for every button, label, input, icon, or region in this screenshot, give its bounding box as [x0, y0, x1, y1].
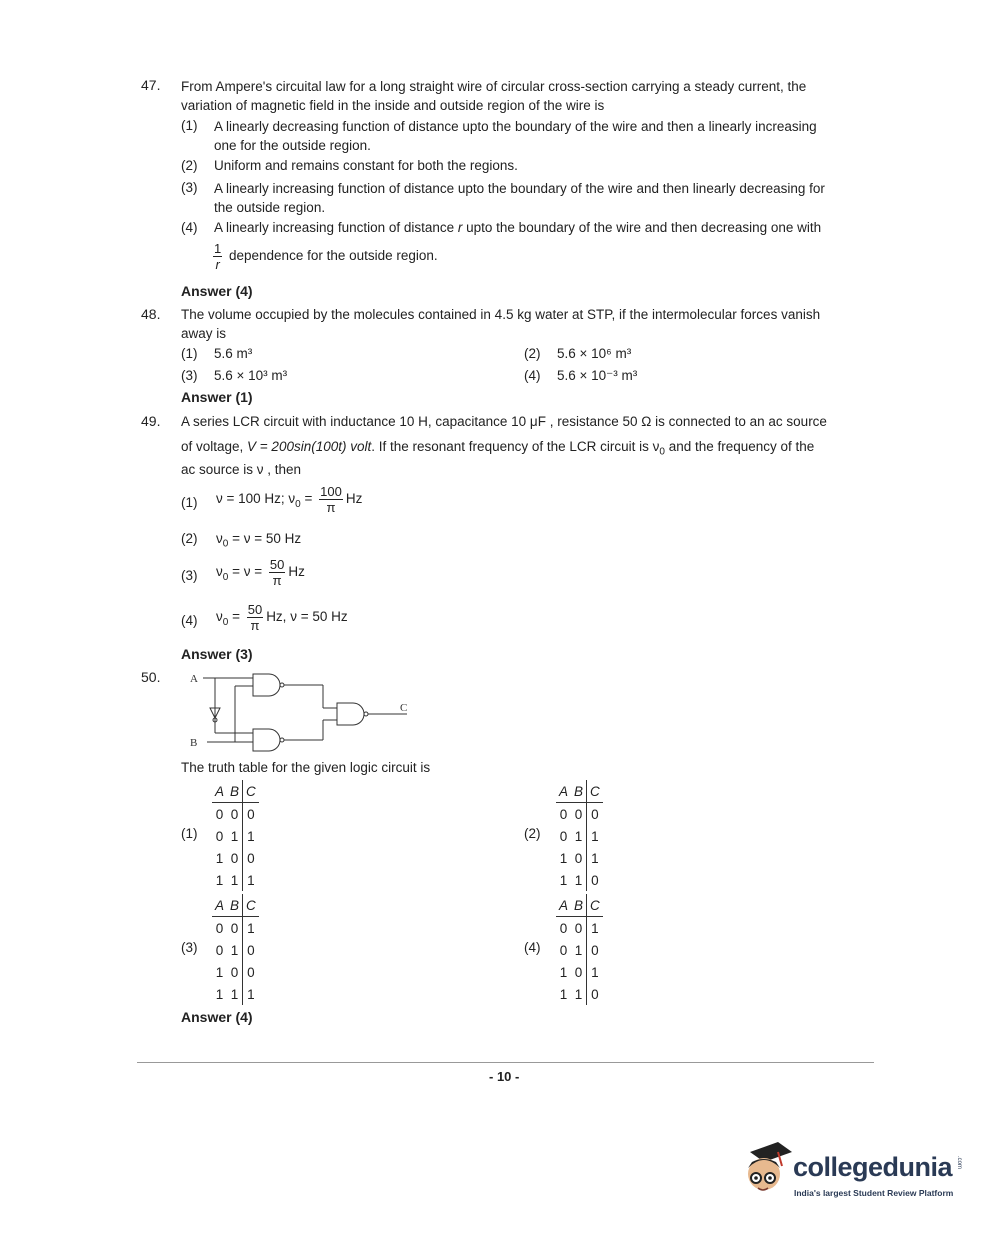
q48-opt3: 5.6 × 10³ m³ [214, 368, 288, 383]
table-cell: 0 [230, 920, 239, 936]
header-a: A [212, 780, 227, 803]
table-cell: 1 [215, 986, 224, 1002]
q49-opt1-label: (1) [181, 495, 198, 510]
q47-stem [181, 77, 881, 115]
q50-opt4-label: (4) [524, 940, 541, 955]
q50-opt2-label: (2) [524, 826, 541, 841]
table-cell: 0 [215, 920, 224, 936]
truth-table-header [212, 780, 259, 803]
table-cell: 1 [243, 869, 259, 891]
table-cell: 1 [559, 850, 568, 866]
q47-number: 47. [141, 77, 161, 93]
table-cell: 0 [230, 806, 239, 822]
header-a: A [556, 894, 571, 917]
q47-opt3 [214, 179, 884, 217]
table-row [556, 961, 603, 983]
table-row [556, 869, 603, 891]
table-row [212, 961, 259, 983]
q49-answer: Answer (3) [181, 646, 253, 662]
table-cell: 0 [559, 806, 568, 822]
table-cell: 0 [587, 939, 603, 961]
header-c: C [587, 780, 603, 803]
truth-table-header [556, 780, 603, 803]
q47-opt1-line2: one for the outside region. [214, 138, 371, 153]
table-row [212, 869, 259, 891]
q50-number: 50. [141, 669, 161, 685]
q48-opt2: 5.6 × 10⁶ m³ [557, 346, 632, 361]
q49-opt3-den: π [272, 573, 282, 588]
q48-opt4-label: (4) [524, 368, 541, 383]
q49-opt3-a: ν [216, 564, 223, 580]
table-cell: 1 [215, 872, 224, 888]
table-row [212, 939, 259, 961]
collegedunia-logo [736, 1138, 966, 1208]
table-cell: 0 [243, 847, 259, 869]
table-cell: 0 [587, 803, 603, 826]
logo-tld: .com [956, 1156, 962, 1170]
table-cell: 1 [574, 942, 583, 958]
table-cell: 1 [559, 964, 568, 980]
q47-opt4-label: (4) [181, 220, 198, 235]
table-cell: 0 [243, 961, 259, 983]
table-cell: 0 [215, 942, 224, 958]
table-cell: 1 [230, 986, 239, 1002]
q47-stem-line1: From Ampere's circuital law for a long straight wire of circular cross-section carrying a steady current, the [181, 79, 807, 94]
table-row [212, 917, 259, 940]
q49-stem-line2 [181, 439, 814, 458]
q47-opt4-var: r [457, 220, 463, 235]
q47-opt4-line1 [214, 220, 821, 235]
q49-opt3-num: 50 [269, 557, 285, 572]
q49-opt3 [216, 557, 305, 588]
q47-opt4-fraction [213, 241, 222, 272]
table-cell: 1 [243, 983, 259, 1005]
header-c: C [243, 894, 259, 917]
header-c: C [243, 780, 259, 803]
q49-opt4 [216, 602, 348, 633]
table-cell: 1 [230, 942, 239, 958]
page-number: - 10 - [489, 1069, 520, 1084]
nand-gate-3 [337, 703, 364, 725]
q47-opt4-text-a: A linearly increasing function of distance [214, 220, 458, 235]
header-c: C [587, 894, 603, 917]
q49-opt2 [216, 531, 301, 550]
q47-opt3-line2: the outside region. [214, 200, 326, 215]
q49-opt4-den: π [250, 618, 260, 633]
table-cell: 0 [559, 920, 568, 936]
q49-opt1-fraction [319, 484, 343, 515]
table-cell: 1 [215, 850, 224, 866]
q49-opt4-b: = [228, 609, 240, 625]
q49-opt4-num: 50 [247, 602, 263, 617]
q47-opt1-label: (1) [181, 118, 198, 133]
q49-opt4-unit: Hz, ν = 50 Hz [266, 609, 348, 625]
logo-brand: collegedunia [793, 1152, 953, 1182]
q47-opt2-label: (2) [181, 158, 198, 173]
q50-opt3-label: (3) [181, 940, 198, 955]
q49-opt1-unit: Hz [345, 491, 363, 507]
output-c-label: C [400, 702, 408, 714]
table-cell: 1 [587, 917, 603, 940]
table-cell: 0 [230, 964, 239, 980]
table-cell: 0 [559, 942, 568, 958]
table-row [556, 803, 603, 826]
q50-answer: Answer (4) [181, 1009, 253, 1025]
q49-stem-sub: 0 [659, 446, 665, 458]
table-cell: 1 [587, 847, 603, 869]
table-cell: 0 [574, 806, 583, 822]
table-row [556, 825, 603, 847]
truth-table-4 [556, 894, 603, 1005]
input-a-label: A [190, 673, 198, 685]
q48-opt2-label: (2) [524, 346, 541, 361]
truth-table-header [212, 894, 259, 917]
table-cell: 1 [230, 872, 239, 888]
q47-opt4-line2 [213, 241, 438, 272]
table-cell: 0 [215, 828, 224, 844]
table-cell: 0 [230, 850, 239, 866]
table-cell: 1 [559, 986, 568, 1002]
q47-opt3-label: (3) [181, 180, 198, 195]
q49-opt4-fraction [247, 602, 263, 633]
footer-divider [137, 1062, 874, 1063]
truth-table-1 [212, 780, 259, 891]
q49-opt2-sub: 0 [222, 538, 229, 550]
table-cell: 1 [230, 828, 239, 844]
q49-number: 49. [141, 413, 161, 429]
table-cell: 0 [559, 828, 568, 844]
table-cell: 0 [574, 964, 583, 980]
q47-answer: Answer (4) [181, 283, 253, 299]
table-cell: 0 [574, 850, 583, 866]
q49-opt3-sub: 0 [222, 571, 229, 583]
table-row [556, 983, 603, 1005]
q49-opt2-label: (2) [181, 531, 198, 546]
q48-opt1: 5.6 m³ [214, 346, 253, 361]
q49-opt1-a: ν = 100 Hz; ν [216, 491, 296, 507]
table-cell: 0 [243, 803, 259, 826]
q48-opt1-label: (1) [181, 346, 198, 361]
table-row [556, 847, 603, 869]
logic-circuit-diagram [185, 668, 425, 752]
q47-stem-line2: variation of magnetic field in the inside and outside region of the wire is [181, 98, 605, 113]
table-row [556, 917, 603, 940]
table-cell: 1 [243, 825, 259, 847]
table-row [212, 825, 259, 847]
q49-opt1-den: π [326, 500, 336, 515]
mascot-icon [736, 1138, 794, 1200]
q49-stem-line2-c: and the frequency of the [664, 439, 815, 454]
table-cell: 0 [243, 939, 259, 961]
q48-stem [181, 305, 881, 343]
table-cell: 1 [587, 961, 603, 983]
q49-opt1-num: 100 [320, 484, 342, 499]
q49-opt3-label: (3) [181, 568, 198, 583]
q48-answer: Answer (1) [181, 389, 253, 405]
q47-opt1 [214, 117, 884, 155]
q47-opt3-line1: A linearly increasing function of distance upto the boundary of the wire and then linearly decreasing for [214, 181, 825, 196]
truth-table-header [556, 894, 603, 917]
truth-table-2 [556, 780, 603, 891]
q48-stem-line1: The volume occupied by the molecules contained in 4.5 kg water at STP, if the intermolecular forces vanish [181, 307, 821, 322]
q49-opt4-a: ν [216, 609, 223, 625]
q47-opt1-line1: A linearly decreasing function of distance upto the boundary of the wire and then a linearly increasing [214, 119, 817, 134]
table-cell: 1 [587, 825, 603, 847]
table-cell: 1 [559, 872, 568, 888]
header-b: B [227, 894, 243, 917]
table-cell: 0 [587, 983, 603, 1005]
table-cell: 1 [215, 964, 224, 980]
q49-opt1-sub: 0 [295, 498, 301, 510]
logo-tagline: India's largest Student Review Platform [794, 1188, 954, 1198]
header-b: B [227, 780, 243, 803]
table-cell: 1 [574, 986, 583, 1002]
q50-stem: The truth table for the given logic circuit is [181, 760, 431, 775]
header-a: A [212, 894, 227, 917]
q49-opt1-eq: = [300, 491, 313, 507]
table-cell: 0 [587, 869, 603, 891]
nand-gate-2 [253, 729, 280, 751]
truth-table-3 [212, 894, 259, 1005]
q48-number: 48. [141, 306, 161, 322]
q49-stem-line3: ac source is ν , then [181, 462, 302, 477]
q47-opt4-frac-den: r [215, 257, 220, 272]
input-b-label: B [190, 737, 198, 749]
header-b: B [571, 894, 587, 917]
q48-stem-line2: away is [181, 326, 227, 341]
table-cell: 1 [574, 828, 583, 844]
q49-opt3-unit: Hz [288, 564, 305, 580]
q47-opt4-frac-num: 1 [214, 241, 222, 256]
q49-opt3-b: = ν = [228, 564, 263, 580]
q49-opt4-label: (4) [181, 613, 198, 628]
table-row [556, 939, 603, 961]
q49-opt2-b: = ν = 50 Hz [228, 531, 302, 546]
q47-opt4-text-c: dependence for the outside region. [229, 248, 438, 264]
q49-stem-line1: A series LCR circuit with inductance 10 H, capacitance 10 μF , resistance 50 Ω is connected to an ac source [181, 414, 827, 429]
q49-opt2-a: ν [216, 531, 223, 546]
nand-gate-1 [253, 674, 280, 696]
table-row [212, 847, 259, 869]
table-cell: 1 [243, 917, 259, 940]
q49-stem-line2-b: . If the resonant frequency of the LCR circuit is ν [371, 439, 660, 454]
table-row [212, 803, 259, 826]
header-b: B [571, 780, 587, 803]
header-a: A [556, 780, 571, 803]
q47-opt4-text-b: upto the boundary of the wire and then decreasing one with [462, 220, 822, 235]
q50-opt1-label: (1) [181, 826, 198, 841]
table-row [212, 983, 259, 1005]
q49-voltage-eq: V = 200sin(100t) volt [247, 439, 372, 454]
q49-stem-line2-a: of voltage, [181, 439, 248, 454]
q49-opt4-sub: 0 [222, 616, 229, 628]
table-cell: 0 [215, 806, 224, 822]
q49-opt3-fraction [269, 557, 285, 588]
q48-opt4: 5.6 × 10⁻³ m³ [557, 368, 638, 383]
table-cell: 0 [574, 920, 583, 936]
q48-opt3-label: (3) [181, 368, 198, 383]
q49-opt1 [216, 484, 362, 515]
q47-opt2: Uniform and remains constant for both the regions. [214, 158, 518, 173]
table-cell: 1 [574, 872, 583, 888]
